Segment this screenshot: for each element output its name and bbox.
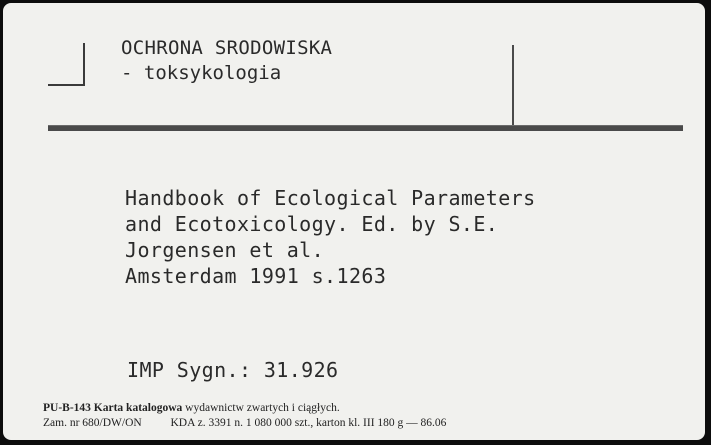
call-number: IMP Sygn.: 31.926	[127, 358, 339, 382]
form-description: wydawnictw zwartych i ciągłych.	[185, 402, 340, 414]
footer-line-1	[43, 402, 340, 414]
entry-line: Jorgensen et al.	[125, 238, 325, 262]
catalog-card	[3, 3, 705, 440]
subject-subheading: - toksykologia	[121, 62, 282, 84]
corner-mark-horizontal	[48, 84, 85, 86]
footer-line-2	[43, 417, 446, 429]
entry-line: Handbook of Ecological Parameters	[125, 186, 536, 210]
form-code: PU-B-143	[43, 402, 91, 414]
header-divider	[512, 45, 514, 127]
entry-line: Amsterdam 1991 s.1263	[125, 264, 387, 288]
header-rule	[48, 125, 683, 131]
bibliographic-entry	[125, 185, 536, 289]
entry-line: and Ecotoxicology. Ed. by S.E.	[125, 212, 499, 236]
subject-heading: OCHRONA SRODOWISKA	[121, 37, 333, 59]
print-details: KDA z. 3391 n. 1 080 000 szt., karton kl. III 180 g — 86.06	[170, 417, 447, 429]
form-title: Karta katalogowa	[93, 402, 183, 414]
corner-mark-vertical	[83, 43, 85, 85]
order-number: Zam. nr 680/DW/ON	[43, 417, 142, 429]
